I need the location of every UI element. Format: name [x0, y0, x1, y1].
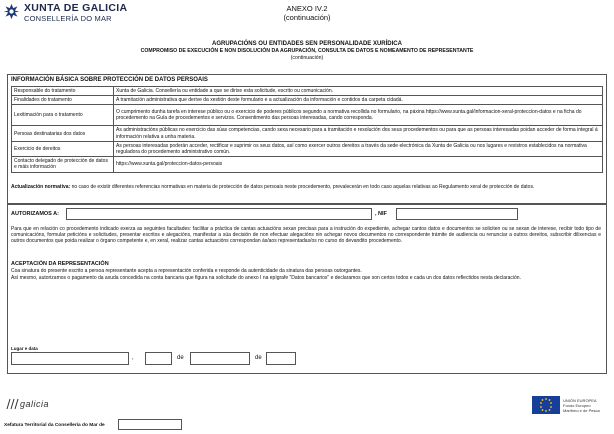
document-subtitle: COMPROMISO DE EXECUCIÓN E NON DISOLUCIÓN DA AGRUPACIÓN, CONSULTA DE DATOS E NOMEAMENTO DE REPRESENTANTE — [140, 48, 474, 54]
date-separator-2: de — [255, 355, 262, 361]
xefatura-field[interactable] — [118, 419, 182, 430]
eu-line-2: Fondo Europeo — [563, 402, 591, 408]
eu-line-1: UNIÓN EUROPEA — [563, 397, 597, 403]
annex-continuation: (continuación) — [283, 13, 331, 22]
document-title: AGRUPACIÓNS OU ENTIDADES SEN PERSONALIDADE XURÍDICA — [212, 41, 402, 47]
row-label: Persoas destinatarias dos datos — [12, 126, 114, 141]
galicia-mark-icon — [6, 398, 20, 410]
data-protection-box — [7, 74, 607, 204]
row-label: Exercicio de dereitos — [12, 141, 114, 156]
eu-line-3: Marítimo e de Pesca — [563, 407, 600, 413]
day-field[interactable] — [145, 352, 172, 365]
place-separator: , — [132, 355, 134, 361]
table-row — [12, 141, 603, 156]
acceptance-paragraph: Coa sinatura do presente escrito a persoa representante acepta a representación conferida e responde da autenticidade da sinatura das persoas outorgantes. — [11, 268, 362, 274]
representative-name-field[interactable] — [66, 208, 372, 220]
table-row — [12, 126, 603, 141]
authorization-paragraph: Para que en relación co procedemento indicado exerza as seguintes facultades: facilitar a práctica de cantas actuacións sexan precisas para a instrución do expediente, achegar cantos datos e documentos se soliciten ou se sexan de interese, recibir todo tipo de comunicacións, formular peticións e solicitudes, presentar escritos e alegacións, manifestar a súa decisión de non efectuar alegacións nin achegar novos documentos no correspondente trámite de audiencia ou renunciar a outros dereitos, subscribir dilixencias e outros documentos que poida realizar o órgano competente e, en xeral, realizar cantas actuacións correspondan ás/aos representadas/os no curso do devandito procedemento. — [11, 226, 601, 245]
table-row — [12, 105, 603, 126]
place-field[interactable] — [11, 352, 129, 365]
nif-field[interactable] — [396, 208, 518, 220]
org-department: CONSELLERÍA DO MAR — [24, 14, 112, 23]
authorize-label: AUTORIZAMOS A: — [11, 211, 59, 217]
table-row — [12, 87, 603, 96]
date-separator-1: de — [177, 355, 184, 361]
row-value: O cumprimento dunha tarefa en interese público ou o exercicio de poderes públicos segundo a normativa recollida no formulario, na páxina https://www.xunta.gal/informacion-xeral-proteccion-datos e na ficha do procedemento na Guía de procedementos e servizos. Consentimento das persoas interesadas, cando corresponda. — [114, 105, 603, 126]
eu-flag-icon — [532, 396, 560, 414]
data-protection-title: INFORMACIÓN BÁSICA SOBRE PROTECCIÓN DE DATOS PERSOAIS — [11, 77, 208, 83]
year-field[interactable] — [266, 352, 296, 365]
row-label: Contacto delegado de protección de datos e máis información — [12, 157, 114, 172]
org-name: XUNTA DE GALICIA — [24, 2, 128, 14]
eu-funding-logo — [532, 396, 600, 414]
document-title-block — [0, 40, 614, 62]
acceptance-heading: ACEPTACIÓN DA REPRESENTACIÓN — [11, 261, 109, 267]
xefatura-label: Xefatura Territorial da Consellería do Mar de — [4, 423, 105, 428]
footnote-text: no caso de existir diferentes referencias normativas en materia de protección de datos persoais neste procedemento, prevalecerán en todo caso aquelas relativas ao Regulamento xeral de protección de datos. — [70, 184, 535, 190]
table-row — [12, 96, 603, 105]
row-label: Finalidades do tratamento — [12, 96, 114, 105]
footnote-lead: Actualización normativa: — [11, 184, 71, 190]
row-label: Responsable do tratamento — [12, 87, 114, 96]
annex-heading — [0, 4, 614, 22]
row-value: As persoas interesadas poderán acceder, rectificar e suprimir os seus datos, así como exercer outros dereitos a través da sede electrónica da Xunta de Galicia ou nos lugares e rexistros establecidos na normativa reguladora do procedemento administrativo común. — [114, 141, 603, 156]
row-value: https://www.xunta.gal/proteccion-datos-persoais — [114, 157, 603, 172]
nif-label: , NIF — [375, 211, 387, 217]
row-label: Lexitimación para o tratamento — [12, 105, 114, 126]
data-protection-footnote — [11, 184, 603, 190]
row-value: Xunta de Galicia. Consellería ou entidade a que se dirixe esta solicitude, escrito ou comunicación. — [114, 87, 603, 96]
table-row — [12, 157, 603, 172]
annex-number: ANEXO IV.2 — [286, 4, 328, 13]
galicia-wordmark: galicia — [20, 399, 50, 409]
place-date-label: Lugar e data — [11, 346, 38, 351]
galicia-logo — [6, 398, 49, 410]
document-subtitle-continuation: (continuación) — [290, 55, 324, 61]
row-value: A tramitación administrativa que derive da xestión deste formulario e a actualización da información e contidos da carpeta cidadá. — [114, 96, 603, 105]
row-value: As administracións públicas no exercicio das súas competencias, cando sexa necesario para a tramitación e resolución dos seus procedementos ou para que as persoas interesadas poidan acceder de forma integral á información relativa a unha materia. — [114, 126, 603, 141]
month-field[interactable] — [190, 352, 250, 365]
bank-account-paragraph: Así mesmo, autorizamos o pagamento da axuda concedida na conta bancaria que figura na solicitude do anexo I na epígrafe "Datos bancarios" e declaramos que son certos todos e cada un dos datos reflectidos nesta declaración. — [11, 275, 521, 281]
authorization-box — [7, 204, 607, 374]
data-protection-table — [11, 86, 603, 173]
